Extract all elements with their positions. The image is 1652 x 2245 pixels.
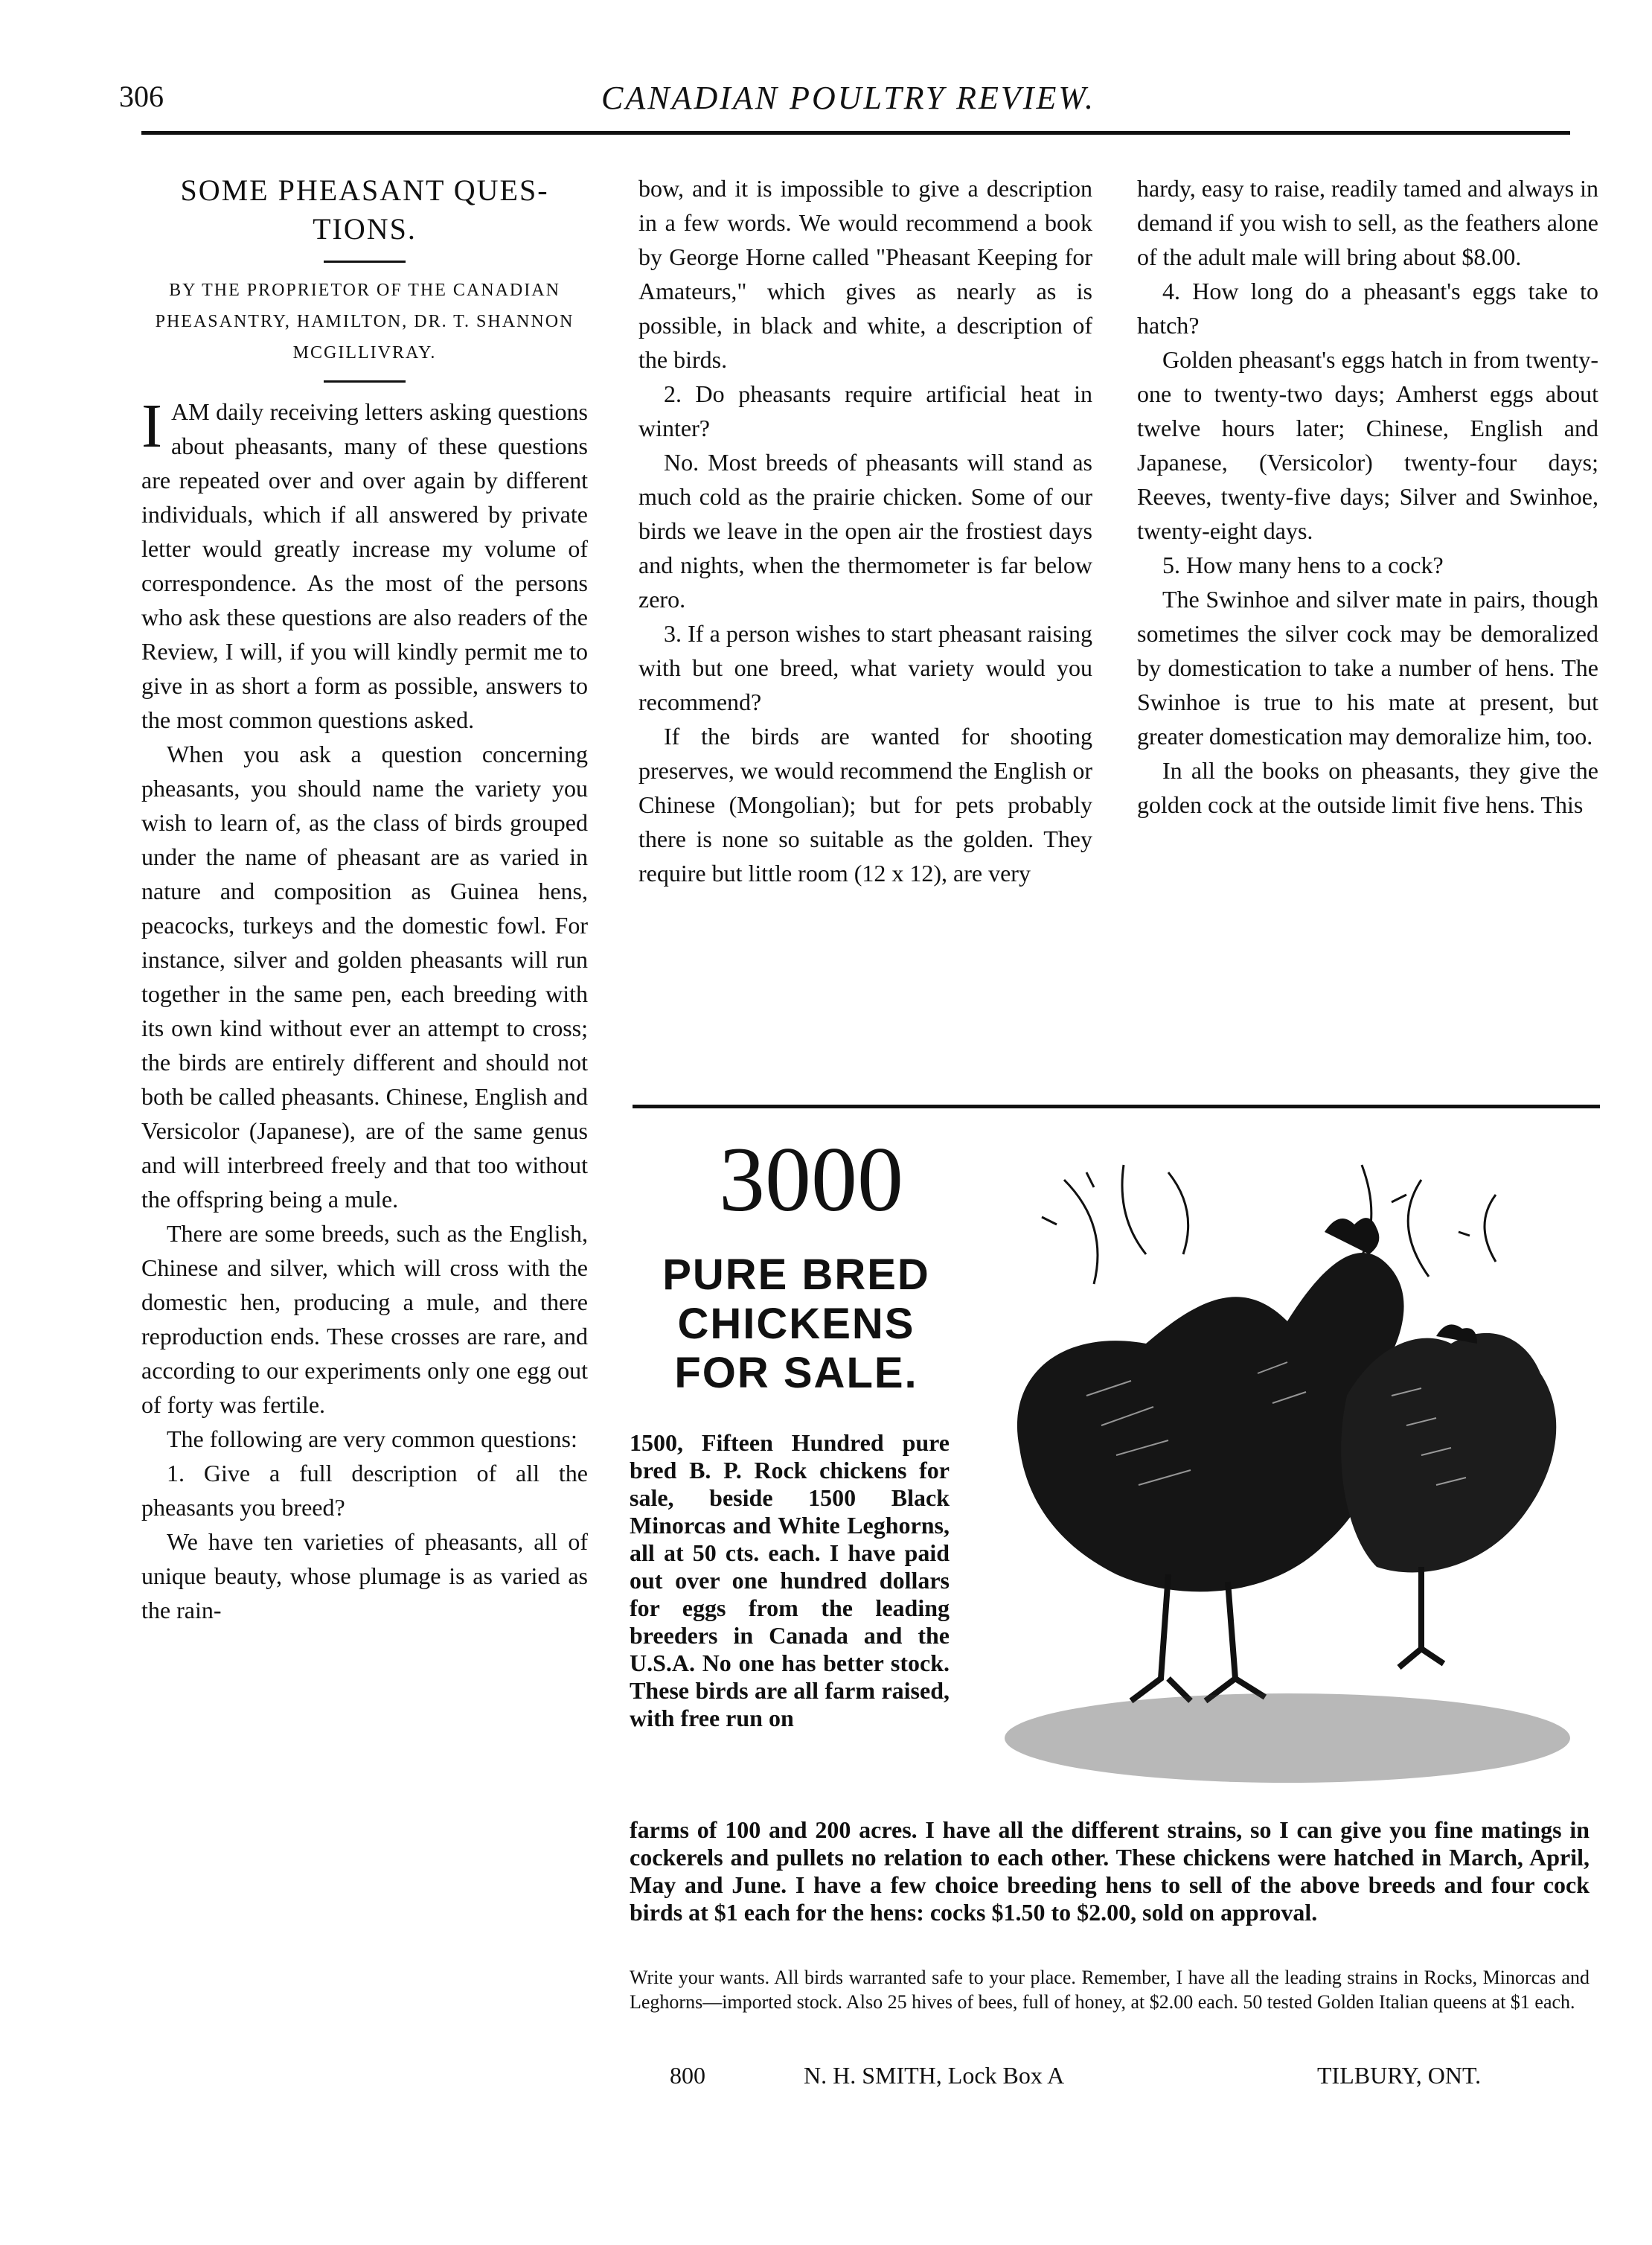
ad-headline-line: FOR SALE. xyxy=(674,1349,918,1397)
paragraph: The Swinhoe and silver mate in pairs, though sometimes the silver cock may be demoralized by domestication to take a number of hens. The Swinhoe is true to his mate at present, but greater domestication may demoralize him, too. xyxy=(1137,586,1598,750)
ad-footer-name: N. H. SMITH, Lock Box A xyxy=(804,2062,1065,2089)
paragraph: The following are very common questions: xyxy=(167,1425,577,1452)
drop-cap: I xyxy=(141,392,162,461)
paragraph: In all the books on pheasants, they give the golden cock at the outside limit five hens. This xyxy=(1137,757,1598,818)
paragraph: If the birds are wanted for shooting preserves, we would recommend the English or Chinese (Mongolian); but for pets probably there is none so suitable as the golden. They require but little room (12 x 12), are very xyxy=(638,723,1092,887)
article-title: SOME PHEASANT QUES-TIONS. xyxy=(180,173,549,246)
ad-headline xyxy=(625,1251,967,1398)
paragraph: Golden pheasant's eggs hatch in from twenty-one to twenty-two days; Amherst eggs about twelve hours later; Chinese, English and Japanese, (Versicolor) twenty-four days; Reeves, twenty-five days; Silver and Swinhoe, twenty-eight days. xyxy=(1137,346,1598,544)
ad-headline-line: PURE BRED xyxy=(662,1251,930,1299)
paragraph: No. Most breeds of pheasants will stand as much cold as the prairie chicken. Some of our birds we leave in the open air the frostiest days and nights, when the thermometer is far below zero. xyxy=(638,449,1092,613)
paragraph: IAM daily receiving letters asking questions about pheasants, many of these questions are repeated over and over again by different individuals, which if all answered by private letter would greatly increase my volume of correspondence. As the most of the persons who ask these questions are also readers of the Review, I will, if you will kindly permit me to give in as short a form as possible, answers to the most common questions asked. xyxy=(141,392,588,733)
page-header xyxy=(119,71,1578,131)
page-number: 306 xyxy=(119,80,164,113)
paragraph: When you ask a question concerning pheasants, you should name the variety you wish to learn of, as the class of birds grouped under the name of pheasant are as varied in nature and composition as Guinea hens, peacocks, turkeys and the domestic fowl. For instance, silver and golden pheasants will run together in the same pen, each breeding with its own kind without ever an attempt to cross; the birds are entirely different and should not both be called pheasants. Chinese, English and Versicolor (Japanese), are of the same genus and will interbreed freely and that too without the offspring being a mule. xyxy=(141,741,588,1213)
ad-footer-place: TILBURY, ONT. xyxy=(1317,2062,1482,2089)
ad-number: 3000 xyxy=(719,1128,903,1230)
ad-footer-number: 800 xyxy=(670,2062,705,2089)
paragraph: bow, and it is impossible to give a description in a few words. We would recommend a book by George Horne called "Pheasant Keeping for Amateurs," which gives as nearly as is possible, in black and white, a description of the birds. xyxy=(638,175,1092,373)
title-divider xyxy=(324,261,406,263)
ad-body-wide: farms of 100 and 200 acres. I have all the different strains, so I can give you fine matings in cockerels and pullets no relation to each other. These chickens were hatched in March, April, May and June. I have a few choice breeding hens to sell of the above breeds and four cock birds at $1 each for the hens: cocks $1.50 to $2.00, sold on approval. xyxy=(630,1816,1589,1926)
ad-body-left: 1500, Fifteen Hundred pure bred B. P. Rock chickens for sale, beside 1500 Black Minorcas and White Leghorns, all at 50 cts. each. I have paid out over one hundred dollars for eggs from the leading breeders in Canada and the U.S.A. No one has better stock. These birds are all farm raised, with free run on xyxy=(630,1429,950,1731)
article-column-1 xyxy=(141,171,588,1627)
chickens-illustration xyxy=(975,1150,1592,1820)
article-column-2 xyxy=(638,171,1092,890)
paragraph: We have ten varieties of pheasants, all of unique beauty, whose plumage is as varied as the rain- xyxy=(141,1528,588,1623)
running-head: CANADIAN POULTRY REVIEW. xyxy=(601,80,1095,116)
byline-divider xyxy=(324,380,406,383)
section-rule xyxy=(633,1105,1600,1108)
question: 1. Give a full description of all the pheasants you breed? xyxy=(141,1460,588,1521)
question: 5. How many hens to a cock? xyxy=(1162,552,1444,578)
header-rule xyxy=(141,131,1570,135)
article-column-3 xyxy=(1137,171,1598,822)
paragraph: There are some breeds, such as the English, Chinese and silver, which will cross with the domestic hen, producing a mule, and there reproduction ends. These crosses are rare, and according to our experiments only one egg out of forty was fertile. xyxy=(141,1220,588,1418)
ad-small-print: Write your wants. All birds warranted safe to your place. Remember, I have all the leading strains in Rocks, Minorcas and Leghorns—imported stock. Also 25 hives of bees, full of honey, at $2.00 each. 50 tested Golden Italian queens at $1 each. xyxy=(630,1967,1589,2013)
question: 4. How long do a pheasant's eggs take to hatch? xyxy=(1137,278,1598,339)
article-byline: BY THE PROPRIETOR OF THE CANADIAN PHEASANTRY, HAMILTON, DR. T. SHANNON MCGILLIVRAY. xyxy=(155,281,574,363)
paragraph: hardy, easy to raise, readily tamed and always in demand if you wish to sell, as the feathers alone of the adult male will bring about $8.00. xyxy=(1137,175,1598,270)
ad-headline-line: CHICKENS xyxy=(677,1300,915,1348)
question: 2. Do pheasants require artificial heat in winter? xyxy=(638,380,1092,441)
question: 3. If a person wishes to start pheasant raising with but one breed, what variety would you recommend? xyxy=(638,620,1092,715)
